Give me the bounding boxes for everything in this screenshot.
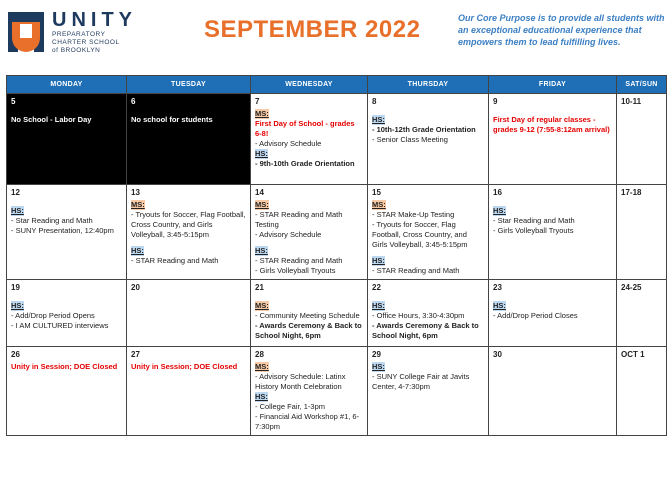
hs-label: HS:: [11, 301, 24, 310]
event-item: - 10th-12th Grade Orientation: [372, 125, 476, 134]
event-item: - Office Hours, 3:30-4:30pm: [372, 311, 465, 320]
calendar-table: [6, 75, 667, 436]
day-cell: [617, 185, 667, 280]
hs-label: HS:: [11, 206, 24, 215]
hs-label: HS:: [372, 301, 385, 310]
day-number: OCT 1: [621, 350, 645, 359]
event-item: - Girls Volleyball Tryouts: [493, 226, 574, 235]
day-cell: [617, 280, 667, 347]
day-number: 19: [11, 283, 20, 292]
school-name: [52, 9, 137, 55]
col-monday: MONDAY: [7, 76, 127, 94]
day-cell: [7, 94, 127, 185]
ms-label: MS:: [372, 200, 386, 209]
day-number: 5: [11, 97, 16, 106]
page-header: [0, 0, 672, 74]
day-cell: [251, 347, 368, 436]
day-note: No School - Labor Day: [11, 115, 92, 124]
day-cell: [489, 280, 617, 347]
day-number: 27: [131, 350, 140, 359]
day-number: 30: [493, 350, 502, 359]
event-item: - Senior Class Meeting: [372, 135, 448, 144]
day-cell: [368, 347, 489, 436]
day-number: 12: [11, 188, 20, 197]
event-item: - Star Reading and Math: [11, 216, 93, 225]
day-cell: [489, 185, 617, 280]
day-number: 14: [255, 188, 264, 197]
day-number: 10-11: [621, 97, 642, 106]
day-cell: [368, 94, 489, 185]
page-title: SEPTEMBER 2022: [204, 16, 421, 43]
event-item: - I AM CULTURED interviews: [11, 321, 109, 330]
day-number: 17-18: [621, 188, 642, 197]
hs-label: HS:: [255, 149, 268, 158]
day-cell: [7, 280, 127, 347]
day-note: Unity in Session; DOE Closed: [11, 362, 118, 371]
col-friday: FRIDAY: [489, 76, 617, 94]
ms-label: MS:: [255, 200, 269, 209]
event-item: - Community Meeting Schedule: [255, 311, 360, 320]
event-item: - College Fair, 1-3pm: [255, 402, 326, 411]
logo-word: UNITY: [52, 9, 137, 31]
ms-label: MS:: [255, 301, 269, 310]
day-cell: [251, 185, 368, 280]
event-item: - SUNY College Fair at Javits Center, 4-7:30pm: [372, 372, 470, 391]
col-sat-sun: SAT/SUN: [617, 76, 667, 94]
event-item: - Awards Ceremony & Back to School Night, 6pm: [372, 321, 479, 340]
hs-label: HS:: [131, 246, 144, 255]
week-row: [7, 185, 667, 280]
unity-logo-icon: [8, 12, 44, 52]
event-item: - STAR Reading and Math: [372, 266, 460, 275]
day-cell: [617, 94, 667, 185]
col-wednesday: WEDNESDAY: [251, 76, 368, 94]
event-item: - Advisory Schedule: [255, 139, 322, 148]
hs-label: HS:: [372, 362, 385, 371]
event-item: - Tryouts for Soccer, Flag Football, Cross Country, and Girls Volleyball, 3:45-5:15pm: [372, 220, 468, 249]
day-number: 20: [131, 283, 140, 292]
day-cell: [251, 280, 368, 347]
event-item: - Tryouts for Soccer, Flag Football, Cross Country, and Girls Volleyball, 3:45-5:15pm: [131, 210, 246, 239]
day-cell: [489, 94, 617, 185]
hs-label: HS:: [372, 115, 385, 124]
hs-label: HS:: [255, 392, 268, 401]
day-number: 6: [131, 97, 136, 106]
day-cell: [7, 347, 127, 436]
hs-label: HS:: [372, 256, 385, 265]
week-row: [7, 280, 667, 347]
col-tuesday: TUESDAY: [127, 76, 251, 94]
day-note: Unity in Session; DOE Closed: [131, 362, 238, 371]
event-item: - 9th-10th Grade Orientation: [255, 159, 355, 168]
day-number: 13: [131, 188, 140, 197]
event-item: - Advisory Schedule: Latinx History Month Celebration: [255, 372, 346, 391]
day-cell: [127, 94, 251, 185]
day-cell: [251, 94, 368, 185]
calendar-header-row: [7, 76, 667, 94]
day-number: 8: [372, 97, 377, 106]
day-number: 21: [255, 283, 264, 292]
day-number: 9: [493, 97, 498, 106]
day-number: 7: [255, 97, 260, 106]
week-row: [7, 347, 667, 436]
day-number: 28: [255, 350, 264, 359]
school-line-1: PREPARATORY: [52, 31, 106, 38]
event-item: - STAR Reading and Math: [255, 256, 343, 265]
day-note: First Day of regular classes - grades 9-12 (7:55-8:12am arrival): [493, 115, 610, 134]
ms-label: MS:: [255, 362, 269, 371]
week-row: [7, 94, 667, 185]
day-number: 23: [493, 283, 502, 292]
event-item: - Advisory Schedule: [255, 230, 322, 239]
school-line-2: CHARTER SCHOOL: [52, 39, 120, 46]
day-cell: [489, 347, 617, 436]
event-item: - SUNY Presentation, 12:40pm: [11, 226, 114, 235]
event-item: - STAR Make-Up Testing: [372, 210, 455, 219]
event-item: - Star Reading and Math: [493, 216, 575, 225]
day-number: 22: [372, 283, 381, 292]
ms-label: MS:: [255, 109, 269, 118]
day-cell: [368, 185, 489, 280]
day-note: First Day of School - grades 6-8!: [255, 119, 355, 138]
event-item: - Girls Volleyball Tryouts: [255, 266, 336, 275]
day-number: 16: [493, 188, 502, 197]
event-item: - STAR Reading and Math Testing: [255, 210, 343, 229]
event-item: - Add/Drop Period Opens: [11, 311, 95, 320]
event-item: - STAR Reading and Math: [131, 256, 219, 265]
school-line-3: of BROOKLYN: [52, 47, 101, 54]
col-thursday: THURSDAY: [368, 76, 489, 94]
event-item: - Add/Drop Period Closes: [493, 311, 578, 320]
day-number: 26: [11, 350, 20, 359]
core-purpose: Our Core Purpose is to provide all students with an exceptional educational experience that empowers them to lead fulfilling lives.: [458, 13, 665, 47]
hs-label: HS:: [493, 301, 506, 310]
day-note: No school for students: [131, 115, 213, 124]
day-cell: [7, 185, 127, 280]
day-number: 29: [372, 350, 381, 359]
hs-label: HS:: [255, 246, 268, 255]
hs-label: HS:: [493, 206, 506, 215]
day-cell: [368, 280, 489, 347]
day-number: 24-25: [621, 283, 642, 292]
ms-label: MS:: [131, 200, 145, 209]
day-cell: [127, 347, 251, 436]
day-cell: [127, 280, 251, 347]
day-cell: [127, 185, 251, 280]
event-item: - Awards Ceremony & Back to School Night, 6pm: [255, 321, 362, 340]
event-item: - Financial Aid Workshop #1, 6-7:30pm: [255, 412, 360, 431]
day-cell: [617, 347, 667, 436]
day-number: 15: [372, 188, 381, 197]
